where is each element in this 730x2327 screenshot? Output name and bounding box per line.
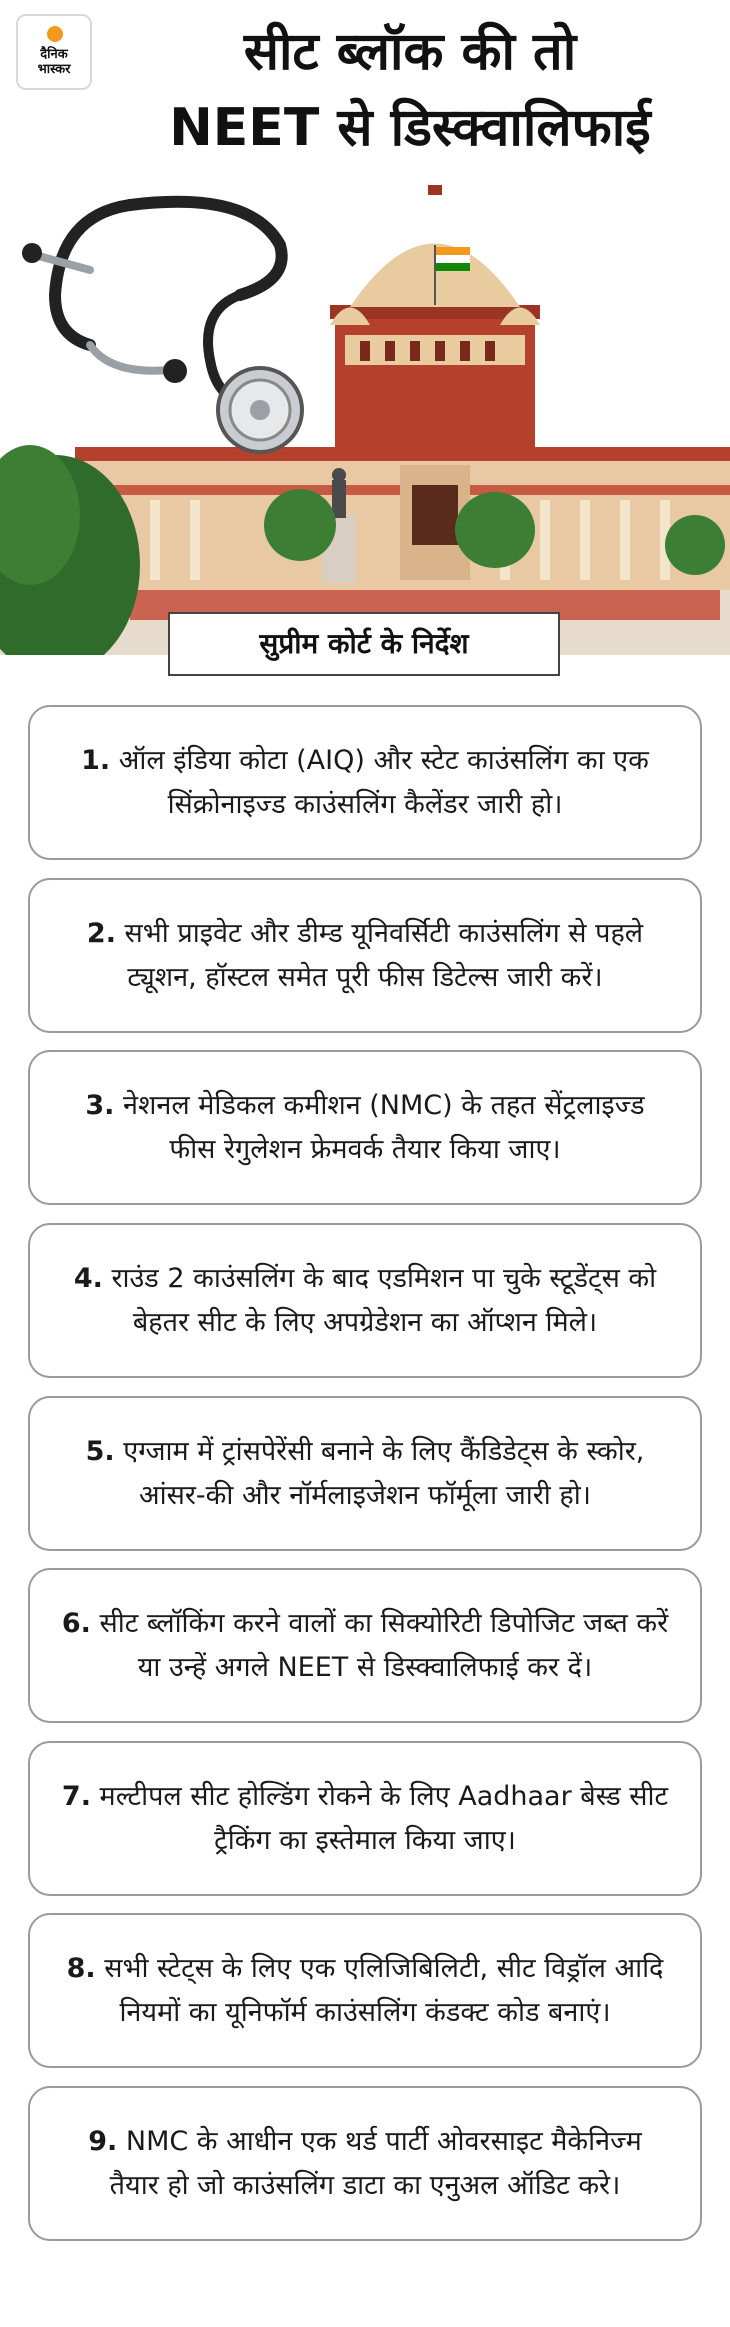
directive-number: 3.: [85, 1089, 115, 1121]
directive-text-6: [60, 1602, 670, 1690]
dainik-bhaskar-logo[interactable]: [16, 14, 92, 90]
directive-number: 7.: [61, 1780, 91, 1812]
page-title: [100, 14, 720, 166]
logo-line-2: भास्कर: [37, 62, 71, 77]
title-line-2: NEET से डिस्क्वालिफाई: [169, 98, 651, 158]
directive-card-2: [28, 878, 702, 1033]
directive-number: 8.: [66, 1952, 96, 1984]
directive-body: सीट ब्लॉकिंग करने वालों का सिक्योरिटी डिपोजिट जब्त करें या उन्हें अगले NEET से डिस्क्वालिफाई कर दें।: [99, 1607, 669, 1683]
directive-number: 1.: [81, 744, 111, 776]
directive-card-7: [28, 1741, 702, 1896]
directive-text-5: [60, 1430, 670, 1518]
directive-text-7: [60, 1775, 670, 1863]
directive-text-3: [60, 1084, 670, 1172]
directive-text-8: [60, 1947, 670, 2035]
directive-text-9: [60, 2120, 670, 2208]
directive-number: 9.: [88, 2125, 118, 2157]
directive-body: सभी स्टेट्स के लिए एक एलिजिबिलिटी, सीट विड्रॉल आदि नियमों का यूनिफॉर्म काउंसलिंग कंडक्ट कोड बनाएं।: [104, 1952, 664, 2028]
directive-body: एग्जाम में ट्रांसपेरेंसी बनाने के लिए कैंडिडेट्स के स्कोर, आंसर-की और नॉर्मलाइजेशन फॉर्मूला जारी हो।: [123, 1435, 645, 1511]
directive-body: मल्टीपल सीट होल्डिंग रोकने के लिए Aadhaar बेस्ड सीट ट्रैकिंग का इस्तेमाल किया जाए।: [99, 1780, 669, 1856]
directive-card-9: [28, 2086, 702, 2241]
directive-card-6: [28, 1568, 702, 1723]
directive-card-3: [28, 1050, 702, 1205]
directive-card-5: [28, 1396, 702, 1551]
directive-card-8: [28, 1913, 702, 2068]
directive-number: 5.: [85, 1435, 115, 1467]
directive-text-1: [60, 739, 670, 827]
title-line-1: सीट ब्लॉक की तो: [243, 22, 577, 82]
logo-line-1: दैनिक: [40, 47, 68, 62]
directive-text-4: [60, 1257, 670, 1345]
directive-body: सभी प्राइवेट और डीम्ड यूनिवर्सिटी काउंसलिंग से पहले ट्यूशन, हॉस्टल समेत पूरी फीस डिटेल्स जारी करें।: [124, 917, 644, 993]
directive-card-1: [28, 705, 702, 860]
directive-body: राउंड 2 काउंसलिंग के बाद एडमिशन पा चुके स्टूडेंट्स को बेहतर सीट के लिए अपग्रेडेशन का ऑप्शन मिले।: [111, 1262, 657, 1338]
sun-icon: [47, 26, 63, 42]
directive-number: 4.: [73, 1262, 103, 1294]
directive-card-4: [28, 1223, 702, 1378]
supreme-court-illustration: [0, 185, 730, 655]
directive-number: 6.: [61, 1607, 91, 1639]
directive-body: NMC के आधीन एक थर्ड पार्टी ओवरसाइट मैकेनिज्म तैयार हो जो काउंसलिंग डाटा का एनुअल ऑडिट करे।: [109, 2125, 642, 2201]
section-label: सुप्रीम कोर्ट के निर्देश: [168, 612, 560, 676]
directive-text-2: [60, 912, 670, 1000]
directive-number: 2.: [86, 917, 116, 949]
header: [0, 0, 730, 190]
directive-body: ऑल इंडिया कोटा (AIQ) और स्टेट काउंसलिंग का एक सिंक्रोनाइज्ड काउंसलिंग कैलेंडर जारी हो।: [118, 744, 649, 820]
directive-body: नेशनल मेडिकल कमीशन (NMC) के तहत सेंट्रलाइज्ड फीस रेगुलेशन फ्रेमवर्क तैयार किया जाए।: [123, 1089, 645, 1165]
